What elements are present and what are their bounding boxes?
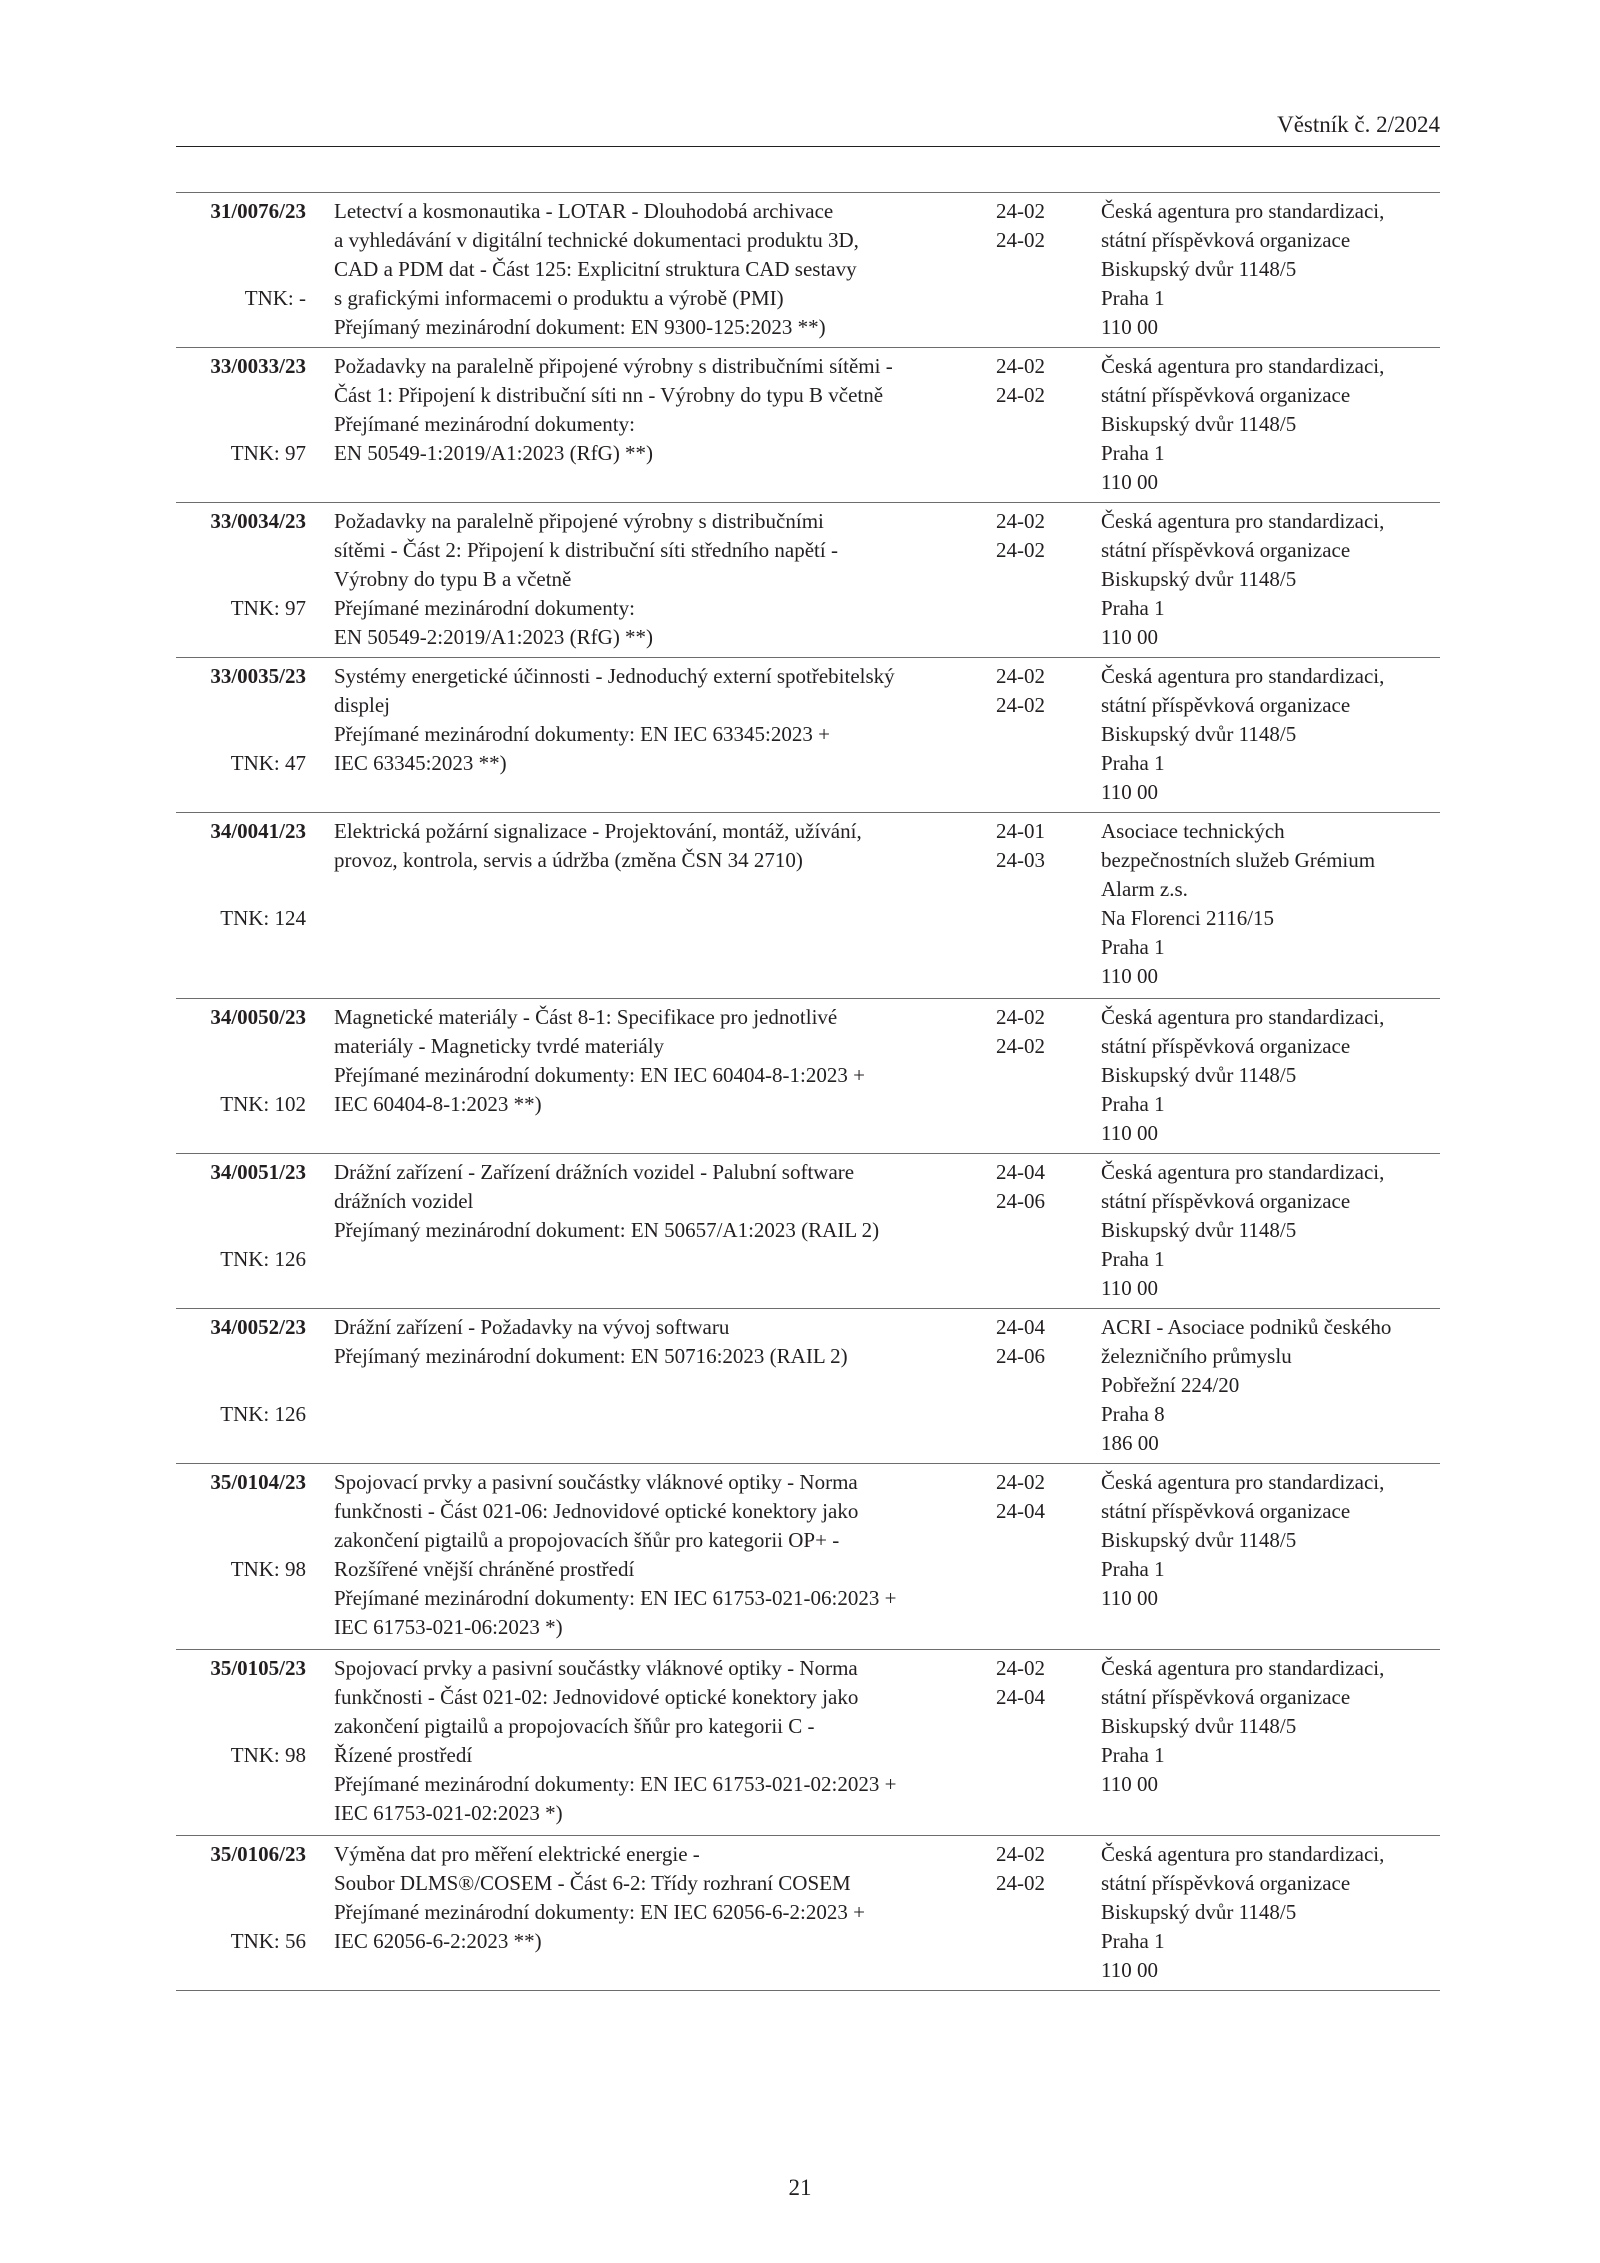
standard-title-cell xyxy=(334,817,862,875)
title-line: Přejímané mezinárodní dokumenty: EN IEC 61753-021-02:2023 + xyxy=(334,1772,897,1796)
address-line: železničního průmyslu xyxy=(1101,1344,1292,1368)
standard-id-cell xyxy=(176,1840,306,1953)
organization-address-cell xyxy=(1101,1003,1441,1148)
title-line: zakončení pigtailů a propojovacích šňůr pro kategorii C - xyxy=(334,1714,815,1738)
date-value: 24-01 xyxy=(996,819,1045,843)
address-line: státní příspěvková organizace xyxy=(1101,1871,1351,1895)
tnk-label: TNK: 98 xyxy=(230,1557,306,1581)
address-line: Česká agentura pro standardizaci, xyxy=(1101,509,1385,533)
standard-id-cell xyxy=(176,817,306,930)
date-value: 24-06 xyxy=(996,1344,1045,1368)
title-line: IEC 63345:2023 **) xyxy=(334,751,507,775)
title-line: Systémy energetické účinnosti - Jednoduchý externí spotřebitelský xyxy=(334,664,895,688)
address-line: Biskupský dvůr 1148/5 xyxy=(1101,1714,1297,1738)
title-line: drážních vozidel xyxy=(334,1189,474,1213)
dates-cell xyxy=(996,1003,1066,1061)
table-row xyxy=(176,1836,1440,1991)
address-line: Praha 8 xyxy=(1101,1402,1165,1426)
address-line: 110 00 xyxy=(1101,1958,1158,1982)
address-line: Praha 1 xyxy=(1101,1743,1165,1767)
standard-number: 33/0035/23 xyxy=(210,664,306,688)
address-line: státní příspěvková organizace xyxy=(1101,1685,1351,1709)
address-line: státní příspěvková organizace xyxy=(1101,1499,1351,1523)
tnk-label: TNK: 102 xyxy=(220,1092,306,1116)
address-line: Alarm z.s. xyxy=(1101,877,1188,901)
title-line: Soubor DLMS®/COSEM - Část 6-2: Třídy rozhraní COSEM xyxy=(334,1871,851,1895)
title-line: funkčnosti - Část 021-06: Jednovidové optické konektory jako xyxy=(334,1499,859,1523)
date-value: 24-04 xyxy=(996,1315,1045,1339)
title-line: Elektrická požární signalizace - Projektování, montáž, užívání, xyxy=(334,819,862,843)
organization-address-cell xyxy=(1101,817,1441,991)
standard-number: 35/0104/23 xyxy=(210,1470,306,1494)
address-line: Biskupský dvůr 1148/5 xyxy=(1101,1063,1297,1087)
title-line: Přejímaný mezinárodní dokument: EN 9300-125:2023 **) xyxy=(334,315,826,339)
standard-title-cell xyxy=(334,1158,880,1245)
title-line: Požadavky na paralelně připojené výrobny s distribučními xyxy=(334,509,824,533)
dates-cell xyxy=(996,1654,1066,1712)
table-row xyxy=(176,503,1440,658)
standard-title-cell xyxy=(334,352,893,468)
table-row xyxy=(176,1650,1440,1836)
standards-table xyxy=(176,192,1440,1991)
address-line: Česká agentura pro standardizaci, xyxy=(1101,664,1385,688)
date-value: 24-02 xyxy=(996,509,1045,533)
title-line: EN 50549-2:2019/A1:2023 (RfG) **) xyxy=(334,625,654,649)
title-line: Řízené prostředí xyxy=(334,1743,473,1767)
standard-id-cell xyxy=(176,197,306,310)
address-line: ACRI - Asociace podniků českého xyxy=(1101,1315,1392,1339)
address-line: Praha 1 xyxy=(1101,935,1165,959)
standard-title-cell xyxy=(334,507,838,652)
date-value: 24-02 xyxy=(996,1034,1045,1058)
title-line: Část 1: Připojení k distribuční síti nn - Výrobny do typu B včetně xyxy=(334,383,884,407)
title-line: Přejímané mezinárodní dokumenty: EN IEC 62056-6-2:2023 + xyxy=(334,1900,865,1924)
address-line: Biskupský dvůr 1148/5 xyxy=(1101,722,1297,746)
organization-address-cell xyxy=(1101,197,1441,342)
standard-title-cell xyxy=(334,1654,897,1828)
date-value: 24-02 xyxy=(996,383,1045,407)
address-line: 110 00 xyxy=(1101,625,1158,649)
dates-cell xyxy=(996,817,1066,875)
address-line: Česká agentura pro standardizaci, xyxy=(1101,1160,1385,1184)
date-value: 24-02 xyxy=(996,664,1045,688)
address-line: Praha 1 xyxy=(1101,286,1165,310)
address-line: státní příspěvková organizace xyxy=(1101,1189,1351,1213)
tnk-label: TNK: 126 xyxy=(220,1247,306,1271)
table-row xyxy=(176,348,1440,503)
standard-id-cell xyxy=(176,507,306,620)
address-line: Česká agentura pro standardizaci, xyxy=(1101,1842,1385,1866)
tnk-label: TNK: 97 xyxy=(230,441,306,465)
table-row xyxy=(176,1309,1440,1464)
tnk-label: TNK: 47 xyxy=(230,751,306,775)
title-line: Výrobny do typu B a včetně xyxy=(334,567,572,591)
address-line: Praha 1 xyxy=(1101,1247,1165,1271)
date-value: 24-02 xyxy=(996,199,1045,223)
address-line: Česká agentura pro standardizaci, xyxy=(1101,199,1385,223)
address-line: státní příspěvková organizace xyxy=(1101,1034,1351,1058)
title-line: materiály - Magneticky tvrdé materiály xyxy=(334,1034,665,1058)
address-line: 110 00 xyxy=(1101,315,1158,339)
tnk-label: TNK: 126 xyxy=(220,1402,306,1426)
title-line: Přejímaný mezinárodní dokument: EN 50657/A1:2023 (RAIL 2) xyxy=(334,1218,880,1242)
standard-id-cell xyxy=(176,1313,306,1426)
address-line: Biskupský dvůr 1148/5 xyxy=(1101,567,1297,591)
title-line: provoz, kontrola, servis a údržba (změna ČSN 34 2710) xyxy=(334,848,803,872)
dates-cell xyxy=(996,1158,1066,1216)
address-line: Biskupský dvůr 1148/5 xyxy=(1101,1218,1297,1242)
standard-title-cell xyxy=(334,197,859,342)
date-value: 24-02 xyxy=(996,1470,1045,1494)
title-line: sítěmi - Část 2: Připojení k distribuční síti středního napětí - xyxy=(334,538,838,562)
title-line: Přejímané mezinárodní dokumenty: xyxy=(334,596,635,620)
title-line: s grafickými informacemi o produktu a výrobě (PMI) xyxy=(334,286,784,310)
address-line: Pobřežní 224/20 xyxy=(1101,1373,1240,1397)
address-line: Česká agentura pro standardizaci, xyxy=(1101,1005,1385,1029)
tnk-label: TNK: 98 xyxy=(230,1743,306,1767)
address-line: Česká agentura pro standardizaci, xyxy=(1101,1656,1385,1680)
date-value: 24-06 xyxy=(996,1189,1045,1213)
address-line: státní příspěvková organizace xyxy=(1101,693,1351,717)
organization-address-cell xyxy=(1101,1313,1441,1458)
dates-cell xyxy=(996,1468,1066,1526)
address-line: 186 00 xyxy=(1101,1431,1159,1455)
title-line: Požadavky na paralelně připojené výrobny s distribučními sítěmi - xyxy=(334,354,893,378)
title-line: a vyhledávání v digitální technické dokumentaci produktu 3D, xyxy=(334,228,859,252)
address-line: Praha 1 xyxy=(1101,596,1165,620)
page-header xyxy=(176,112,1440,147)
address-line: Praha 1 xyxy=(1101,751,1165,775)
address-line: Praha 1 xyxy=(1101,1557,1165,1581)
standard-number: 34/0051/23 xyxy=(210,1160,306,1184)
address-line: 110 00 xyxy=(1101,780,1158,804)
standard-number: 31/0076/23 xyxy=(210,199,306,223)
table-row xyxy=(176,813,1440,999)
dates-cell xyxy=(996,352,1066,410)
date-value: 24-02 xyxy=(996,693,1045,717)
date-value: 24-04 xyxy=(996,1499,1045,1523)
address-line: státní příspěvková organizace xyxy=(1101,228,1351,252)
address-line: Praha 1 xyxy=(1101,441,1165,465)
date-value: 24-02 xyxy=(996,538,1045,562)
standard-number: 35/0106/23 xyxy=(210,1842,306,1866)
date-value: 24-02 xyxy=(996,1871,1045,1895)
tnk-label: TNK: 124 xyxy=(220,906,306,930)
dates-cell xyxy=(996,1840,1066,1898)
title-line: IEC 60404-8-1:2023 **) xyxy=(334,1092,542,1116)
dates-cell xyxy=(996,507,1066,565)
dates-cell xyxy=(996,1313,1066,1371)
standard-id-cell xyxy=(176,1003,306,1116)
address-line: Asociace technických xyxy=(1101,819,1285,843)
address-line: 110 00 xyxy=(1101,964,1158,988)
page-number: 21 xyxy=(788,2175,812,2200)
address-line: Na Florenci 2116/15 xyxy=(1101,906,1275,930)
title-line: Drážní zařízení - Požadavky na vývoj softwaru xyxy=(334,1315,730,1339)
title-line: Výměna dat pro měření elektrické energie - xyxy=(334,1842,700,1866)
standard-title-cell xyxy=(334,1003,865,1119)
dates-cell xyxy=(996,197,1066,255)
standard-title-cell xyxy=(334,1468,897,1642)
date-value: 24-03 xyxy=(996,848,1045,872)
standard-number: 34/0041/23 xyxy=(210,819,306,843)
title-line: IEC 61753-021-02:2023 *) xyxy=(334,1801,563,1825)
address-line: Praha 1 xyxy=(1101,1092,1165,1116)
table-row xyxy=(176,1464,1440,1650)
standard-number: 34/0052/23 xyxy=(210,1315,306,1339)
date-value: 24-04 xyxy=(996,1160,1045,1184)
title-line: Rozšířené vnější chráněné prostředí xyxy=(334,1557,635,1581)
address-line: 110 00 xyxy=(1101,1772,1158,1796)
address-line: Biskupský dvůr 1148/5 xyxy=(1101,1900,1297,1924)
organization-address-cell xyxy=(1101,1840,1441,1985)
date-value: 24-02 xyxy=(996,1005,1045,1029)
standard-id-cell xyxy=(176,1468,306,1581)
standard-title-cell xyxy=(334,662,895,778)
address-line: Biskupský dvůr 1148/5 xyxy=(1101,412,1297,436)
address-line: Česká agentura pro standardizaci, xyxy=(1101,1470,1385,1494)
dates-cell xyxy=(996,662,1066,720)
address-line: bezpečnostních služeb Grémium xyxy=(1101,848,1376,872)
tnk-label: TNK: 56 xyxy=(230,1929,306,1953)
title-line: CAD a PDM dat - Část 125: Explicitní struktura CAD sestavy xyxy=(334,257,857,281)
tnk-label: TNK: - xyxy=(244,286,306,310)
table-row xyxy=(176,999,1440,1154)
title-line: Spojovací prvky a pasivní součástky vláknové optiky - Norma xyxy=(334,1656,858,1680)
title-line: Spojovací prvky a pasivní součástky vláknové optiky - Norma xyxy=(334,1470,858,1494)
address-line: 110 00 xyxy=(1101,470,1158,494)
title-line: Drážní zařízení - Zařízení drážních vozidel - Palubní software xyxy=(334,1160,855,1184)
address-line: Praha 1 xyxy=(1101,1929,1165,1953)
title-line: Magnetické materiály - Část 8-1: Specifikace pro jednotlivé xyxy=(334,1005,838,1029)
standard-number: 34/0050/23 xyxy=(210,1005,306,1029)
date-value: 24-02 xyxy=(996,228,1045,252)
table-row xyxy=(176,1154,1440,1309)
standard-title-cell xyxy=(334,1840,865,1956)
standard-id-cell xyxy=(176,1654,306,1767)
title-line: funkčnosti - Část 021-02: Jednovidové optické konektory jako xyxy=(334,1685,859,1709)
title-line: Letectví a kosmonautika - LOTAR - Dlouhodobá archivace xyxy=(334,199,834,223)
standard-id-cell xyxy=(176,1158,306,1271)
organization-address-cell xyxy=(1101,1654,1441,1799)
address-line: Česká agentura pro standardizaci, xyxy=(1101,354,1385,378)
organization-address-cell xyxy=(1101,352,1441,497)
standard-number: 33/0034/23 xyxy=(210,509,306,533)
organization-address-cell xyxy=(1101,1468,1441,1613)
title-line: IEC 61753-021-06:2023 *) xyxy=(334,1615,563,1639)
organization-address-cell xyxy=(1101,1158,1441,1303)
tnk-label: TNK: 97 xyxy=(230,596,306,620)
title-line: Přejímané mezinárodní dokumenty: EN IEC 60404-8-1:2023 + xyxy=(334,1063,865,1087)
date-value: 24-02 xyxy=(996,354,1045,378)
address-line: státní příspěvková organizace xyxy=(1101,538,1351,562)
standard-id-cell xyxy=(176,352,306,465)
title-line: EN 50549-1:2019/A1:2023 (RfG) **) xyxy=(334,441,654,465)
address-line: 110 00 xyxy=(1101,1121,1158,1145)
date-value: 24-02 xyxy=(996,1842,1045,1866)
table-row xyxy=(176,192,1440,348)
title-line: IEC 62056-6-2:2023 **) xyxy=(334,1929,542,1953)
organization-address-cell xyxy=(1101,662,1441,807)
title-line: Přejímané mezinárodní dokumenty: EN IEC 63345:2023 + xyxy=(334,722,830,746)
table-row xyxy=(176,658,1440,813)
title-line: Přejímaný mezinárodní dokument: EN 50716:2023 (RAIL 2) xyxy=(334,1344,848,1368)
address-line: Biskupský dvůr 1148/5 xyxy=(1101,1528,1297,1552)
address-line: 110 00 xyxy=(1101,1586,1158,1610)
organization-address-cell xyxy=(1101,507,1441,652)
title-line: zakončení pigtailů a propojovacích šňůr pro kategorii OP+ - xyxy=(334,1528,840,1552)
title-line: Přejímané mezinárodní dokumenty: EN IEC 61753-021-06:2023 + xyxy=(334,1586,897,1610)
title-line: Přejímané mezinárodní dokumenty: xyxy=(334,412,635,436)
journal-title: Věstník č. 2/2024 xyxy=(1277,112,1440,137)
standard-id-cell xyxy=(176,662,306,775)
title-line: displej xyxy=(334,693,390,717)
standard-number: 35/0105/23 xyxy=(210,1656,306,1680)
address-line: státní příspěvková organizace xyxy=(1101,383,1351,407)
date-value: 24-04 xyxy=(996,1685,1045,1709)
address-line: Biskupský dvůr 1148/5 xyxy=(1101,257,1297,281)
date-value: 24-02 xyxy=(996,1656,1045,1680)
address-line: 110 00 xyxy=(1101,1276,1158,1300)
standard-number: 33/0033/23 xyxy=(210,354,306,378)
standard-title-cell xyxy=(334,1313,848,1371)
